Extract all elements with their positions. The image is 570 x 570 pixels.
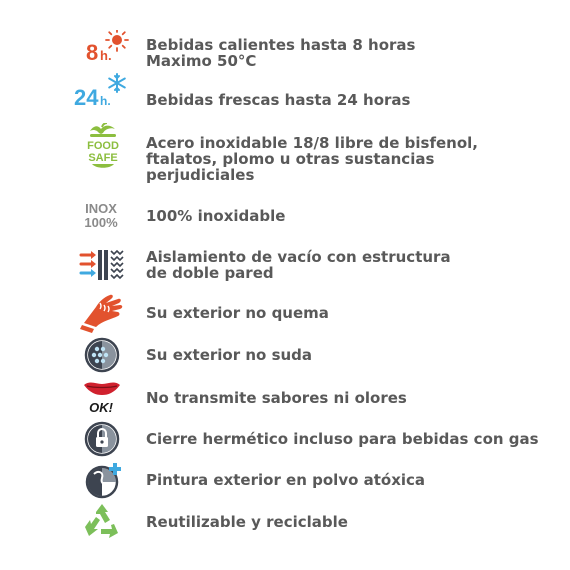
cold-icon-number: 24	[74, 85, 99, 110]
feature-label: Su exterior no quema	[146, 304, 329, 322]
feature-label: Su exterior no suda	[146, 346, 313, 364]
feature-label: 100% inoxidable	[146, 207, 286, 225]
hot-icon-number: 8	[86, 40, 99, 65]
feature-inox	[0, 192, 570, 238]
hot-8h-sun-icon	[72, 30, 134, 76]
hot-icon-unit: h.	[100, 48, 112, 63]
hand-no-burn-icon	[72, 285, 134, 337]
lips-ok-icon	[72, 375, 134, 421]
feature-no-sweat	[0, 332, 570, 378]
cold-24h-snowflake-icon	[72, 72, 134, 118]
sun-icon	[106, 30, 128, 51]
inox-100-icon	[72, 192, 134, 238]
feature-hot-drinks	[0, 30, 570, 76]
feature-vacuum-insulation	[0, 242, 570, 288]
snowflake-icon	[109, 74, 125, 92]
feature-hermetic	[0, 416, 570, 462]
feature-food-safe	[0, 123, 570, 184]
feature-paint	[0, 458, 570, 504]
feature-label: Reutilizable y reciclable	[146, 513, 348, 531]
feature-label: Cierre hermético incluso para bebidas con gas	[146, 430, 539, 448]
non-toxic-paint-icon	[72, 458, 134, 504]
food-icon-text: FOOD	[87, 140, 119, 152]
cold-icon-unit: h.	[100, 94, 111, 108]
feature-label: Acero inoxidable 18/8 libre de bisfenol, ftalatos, plomo u otras sustancias perjudiciales	[146, 134, 478, 184]
feature-label: Pintura exterior en polvo atóxica	[146, 471, 426, 489]
food-safe-apple-icon	[72, 123, 134, 173]
feature-label: Bebidas frescas hasta 24 horas	[146, 91, 411, 109]
feature-label: Aislamiento de vacío con estructura de doble pared	[146, 248, 451, 282]
inox-percent-icon-text: 100%	[84, 215, 118, 230]
feature-cold-drinks	[0, 72, 570, 118]
hermetic-lock-icon	[72, 416, 134, 462]
feature-no-taste	[0, 375, 570, 421]
ok-icon-text: OK!	[89, 400, 113, 415]
feature-label: No transmite sabores ni olores	[146, 389, 407, 407]
vacuum-insulation-icon	[72, 242, 134, 288]
no-condensation-drops-icon	[72, 332, 134, 378]
feature-reusable	[0, 500, 570, 546]
safe-icon-text: SAFE	[88, 152, 118, 164]
inox-icon-text: INOX	[85, 201, 117, 216]
feature-no-burn	[0, 285, 570, 337]
recycle-icon	[72, 500, 134, 546]
feature-label: Bebidas calientes hasta 8 horas Maximo 50°C	[146, 36, 416, 70]
